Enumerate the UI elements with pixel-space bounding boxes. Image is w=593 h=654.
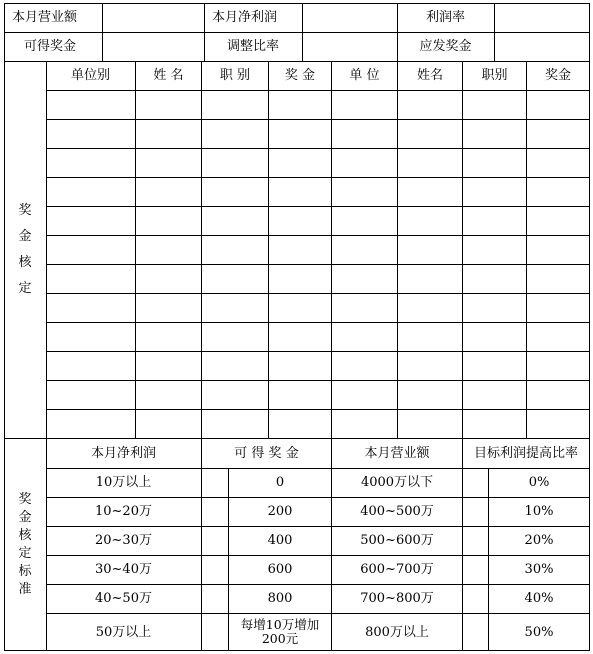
std-target-cell: 40% [524,591,554,606]
std-target-cell: 50% [524,624,554,640]
side-char: 金 [18,228,32,244]
col-header-position: 职 别 [219,68,251,83]
profit-rate-value-cell[interactable] [495,3,589,32]
bonus-grid-hline [46,177,590,178]
std-target-cell: 10% [524,504,554,519]
std-net-profit-cell: 40~50万 [95,591,152,606]
bonus-grid-hline [46,90,590,91]
std-net-profit-cell: 30~40万 [95,562,152,577]
revenue-value-cell[interactable] [103,3,204,32]
bonus-grid-hline [46,380,590,381]
bonus-available-label: 可得奖金 [24,39,77,54]
bonus-grid-vline [268,61,269,438]
std-revenue-cell: 500~600万 [360,533,434,548]
bonus-grid-vline [331,61,332,438]
bonus-payable-label: 应发奖金 [419,39,472,54]
bonus-grid-vline [526,61,527,438]
side-char: 奖 [18,202,32,218]
side-char: 金 [18,509,32,525]
bonus-available-value-cell[interactable] [103,32,204,61]
side-char: 准 [18,581,32,597]
std-revenue-cell: 600~700万 [360,562,434,577]
bonus-grid-vline [201,61,202,438]
std-target-cell: 30% [524,562,554,577]
side-char: 定 [18,545,32,561]
std-net-profit-cell: 50万以上 [95,624,152,640]
col-header-unit: 单位别 [70,68,110,83]
bonus-grid-hline [46,351,590,352]
col-header-bonus: 奖 金 [284,68,316,83]
bonus-grid-hline [46,264,590,265]
std-net-profit-cell: 10~20万 [95,504,152,519]
bonus-grid-hline [46,409,590,410]
std-bonus-cell: 0 [275,475,285,490]
bonus-grid-vline [397,61,398,438]
net-profit-value-cell[interactable] [303,3,397,32]
bonus-form [4,3,590,651]
col-header-position-2: 职别 [481,68,508,83]
net-profit-label: 本月净利润 [212,10,278,25]
std-revenue-cell: 4000万以下 [360,475,434,490]
revenue-label: 本月营业额 [12,10,78,25]
adjust-ratio-value-cell[interactable] [303,32,397,61]
side-char: 定 [18,280,32,296]
std-header-bonus: 可 得 奖 金 [234,445,299,461]
std-target-cell: 0% [528,475,550,490]
std-bonus-cell: 400 [267,533,293,548]
col-header-unit-2: 单 位 [349,68,380,83]
std-revenue-cell: 700~800万 [360,591,434,606]
border-right [589,3,590,651]
bonus-grid-hline [46,293,590,294]
std-net-profit-cell: 20~30万 [95,533,152,548]
col-header-bonus-2: 奖金 [544,68,571,83]
std-bonus-cell: 200 [267,504,293,519]
std-bonus-cell: 800 [267,591,293,606]
std-header-revenue: 本月营业额 [364,445,430,461]
bonus-payable-value-cell[interactable] [495,32,589,61]
std-bonus-cell: 600 [267,562,293,577]
std-revenue-cell: 400~500万 [360,504,434,519]
std-bonus-cell: 每增10万增加200元 [240,617,320,646]
std-net-profit-cell: 10万以上 [95,475,152,490]
bonus-grid-hline [46,148,590,149]
side-char: 奖 [18,491,32,507]
std-header-target: 目标利润提高比率 [473,445,578,461]
side-char: 核 [18,527,32,543]
side-char: 核 [18,254,32,270]
col-header-name-2: 姓名 [416,68,443,83]
bonus-grid-vline [135,61,136,438]
std-revenue-cell: 800万以上 [365,624,429,640]
bonus-grid-hline [46,119,590,120]
bonus-grid-hline [46,322,590,323]
bonus-grid-vline [462,61,463,438]
profit-rate-label: 利润率 [425,10,465,25]
std-target-cell: 20% [524,533,554,548]
bonus-grid-hline [46,235,590,236]
side-char: 标 [18,563,32,579]
bonus-side-label [4,61,46,438]
bonus-grid-hline [46,206,590,207]
standard-side-label [4,438,46,651]
std-grid-vline [201,438,202,651]
std-grid-vline [462,438,463,651]
border-bottom [4,650,590,651]
adjust-ratio-label: 调整比率 [226,39,279,54]
col-header-name: 姓 名 [153,68,184,83]
std-header-net-profit: 本月净利润 [90,445,156,461]
